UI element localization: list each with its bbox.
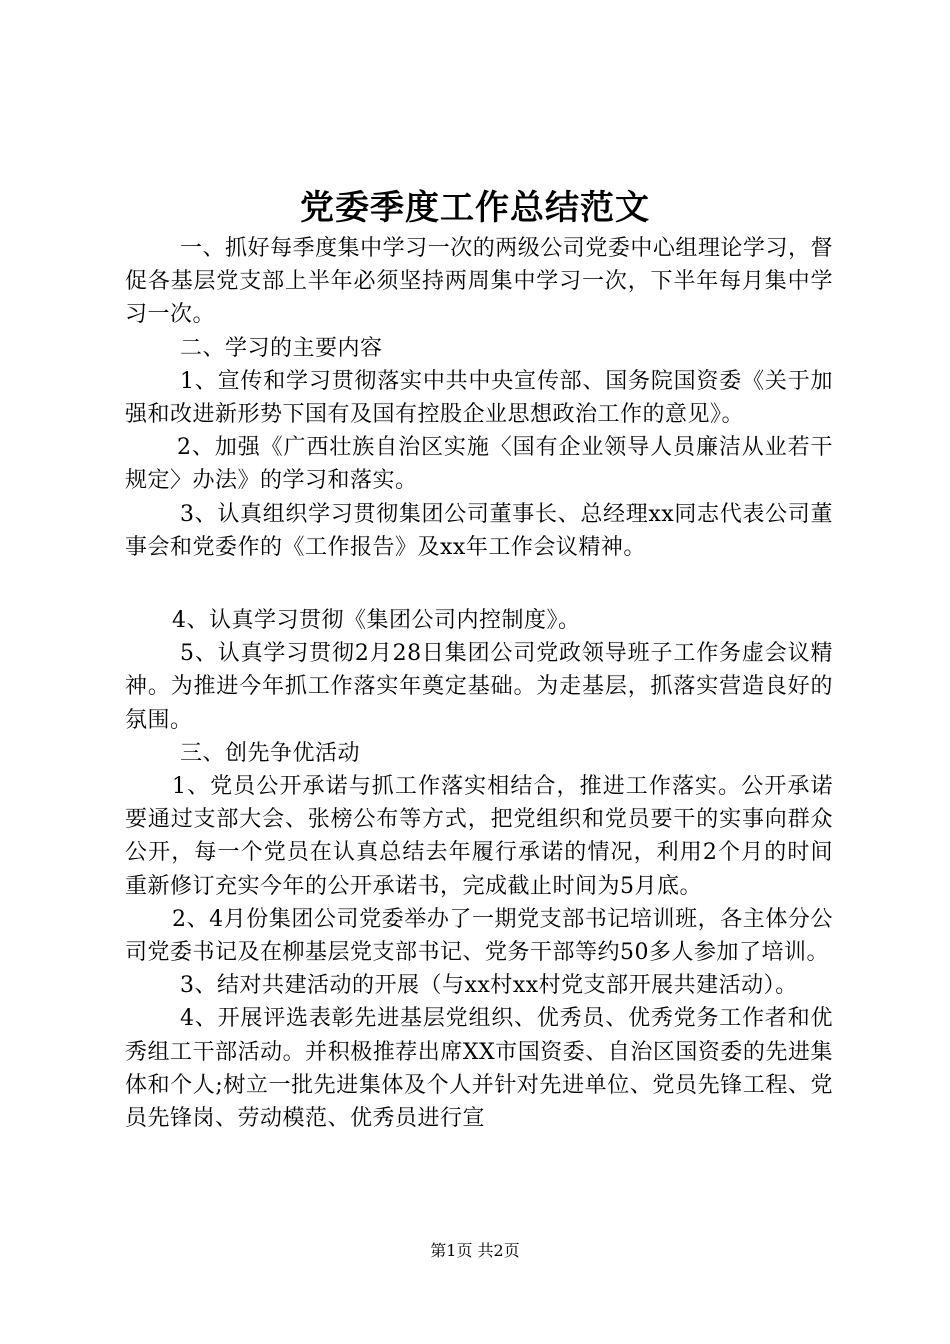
paragraph-5: 3、认真组织学习贯彻集团公司董事长、总经理xx同志代表公司董事会和党委作的《工作报告》及xx年工作会议精神。: [125, 501, 833, 560]
paragraph-6: 4、认真学习贯彻《集团公司内控制度》。: [172, 608, 581, 634]
paragraph-4: 2、加强《广西壮族自治区实施〈国有企业领导人员廉洁从业若干规定〉办法》的学习和落实。: [125, 435, 833, 494]
document-body: [125, 232, 833, 1135]
paragraph-7: 5、认真学习贯彻2月28日集团公司党政领导班子工作务虚会议精神。为推进今年抓工作落实年奠定基础。为走基层，抓落实营造良好的氛围。: [125, 641, 833, 733]
paragraph-8: 三、创先争优活动: [180, 740, 361, 766]
paragraph-gap: [125, 564, 833, 604]
paragraph-9: 1、党员公开承诺与抓工作落实相结合，推进工作落实。公开承诺要通过支部大会、张榜公布等方式，把党组织和党员要干的实事向群众公开，每一个党员在认真总结去年履行承诺的情况，利用2个月的时间重新修订充实今年的公开承诺书，完成截止时间为5月底。: [125, 774, 833, 899]
paragraph-3: 1、宣传和学习贯彻落实中共中央宣传部、国务院国资委《关于加强和改进新形势下国有及国有控股企业思想政治工作的意见》。: [125, 368, 833, 428]
paragraph-11: 3、结对共建活动的开展（与xx村xx村党支部开展共建活动）。: [180, 973, 798, 999]
paragraph-10: 2、4月份集团公司党委举办了一期党支部书记培训班，各主体分公司党委书记及在柳基层党支部书记、党务干部等约50多人参加了培训。: [125, 906, 833, 966]
page-footer: 第1页 共2页: [430, 1241, 520, 1260]
document-title: 党委季度工作总结范文: [300, 188, 650, 228]
paragraph-2: 二、学习的主要内容: [180, 335, 383, 361]
paragraph-1: 一、抓好每季度集中学习一次的两级公司党委中心组理论学习，督促各基层党支部上半年必须坚持两周集中学习一次，下半年每月集中学习一次。: [125, 236, 833, 328]
paragraph-12: 4、开展评选表彰先进基层党组织、优秀员、优秀党务工作者和优秀组工干部活动。并积极推荐出席XX市国资委、自治区国资委的先进集体和个人;树立一批先进集体及个人并针对先进单位、党员先锋工程、党员先锋岗、劳动模范、优秀员进行宣: [125, 1006, 833, 1132]
